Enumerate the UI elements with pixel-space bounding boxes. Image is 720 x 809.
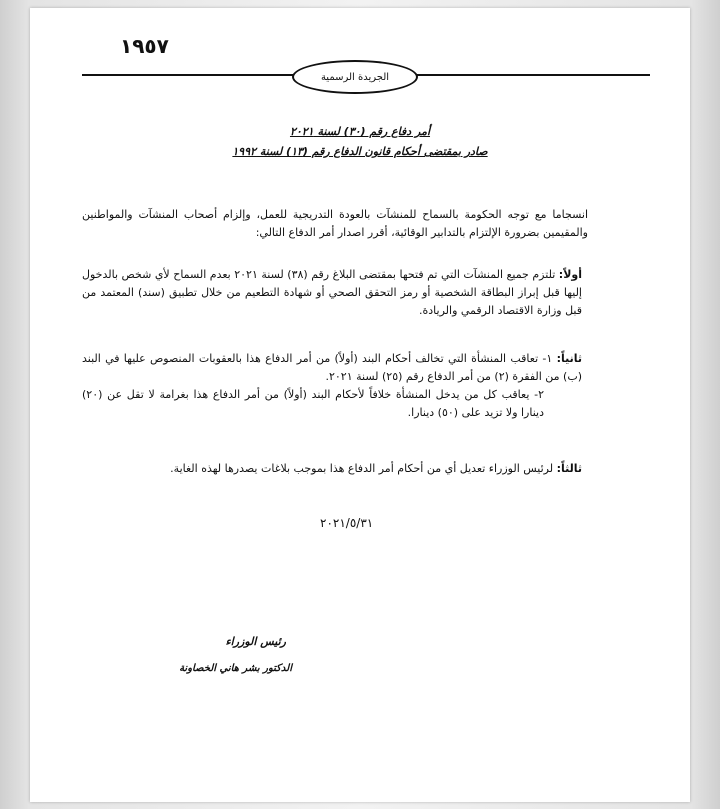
order-subtitle: صادر بمقتضى أحكام قانون الدفاع رقم (١٣) لسنة ١٩٩٢ [232, 145, 488, 158]
clause-first-text: تلتزم جميع المنشآت التي تم فتحها بمقتضى البلاغ رقم (٣٨) لسنة ٢٠٢١ بعدم السماح لأي شخص بالدخول إليها قبل إبراز البطاقة الشخصية أو رمز التحقق الصحي أو شهادة التطعيم من خلال تطبيق (سند) المعتمد من قبل وزارة الاقتصاد الرقمي والريادة. [82, 268, 582, 317]
document-page [30, 8, 690, 802]
clause-first [82, 266, 582, 320]
signature-name: الدكتور بشر هاني الخصاونة [179, 663, 292, 674]
clause-second-label: ثانياً: [556, 352, 582, 365]
clause-second [82, 350, 582, 422]
order-title: أمر دفاع رقم (٣٠) لسنة ٢٠٢١ [289, 125, 431, 138]
clause-second-item-1: ١- تعاقب المنشأة التي تخالف أحكام البند (أولاً) من أمر الدفاع هذا بالعقوبات المنصوص عليها في البند (ب) من الفقرة (٢) من أمر الدفاع رقم (٢٥) لسنة ٢٠٢١. [82, 352, 582, 383]
page-number: ١٩٥٧ [120, 34, 169, 58]
issue-date: ٢٠٢١/٥/٣١ [320, 516, 374, 530]
clause-second-item-2: ٢- يعاقب كل من يدخل المنشأة خلافاً لأحكام البند (أولاً) من أمر الدفاع هذا بغرامة لا تقل عن (٢٠) دينارا ولا تزيد على (٥٠) دينارا. [82, 388, 544, 419]
intro-paragraph: انسجاما مع توجه الحكومة بالسماح للمنشآت بالعودة التدريجية للعمل، وإلزام أصحاب المنشآت والمواطنين والمقيمين بضرورة الإلتزام بالتدابير الوقائية، أقرر اصدار أمر الدفاع التالي: [82, 208, 588, 239]
clause-third-text: لرئيس الوزراء تعديل أي من أحكام أمر الدفاع هذا بموجب بلاغات يصدرها لهذه الغاية. [170, 462, 554, 475]
clause-first-label: أولاً: [558, 268, 582, 281]
signature-title: رئيس الوزراء [225, 635, 286, 648]
gazette-name-badge: الجريدة الرسمية [292, 60, 418, 94]
clause-third-label: ثالثاً: [556, 462, 582, 475]
clause-third [82, 460, 582, 478]
